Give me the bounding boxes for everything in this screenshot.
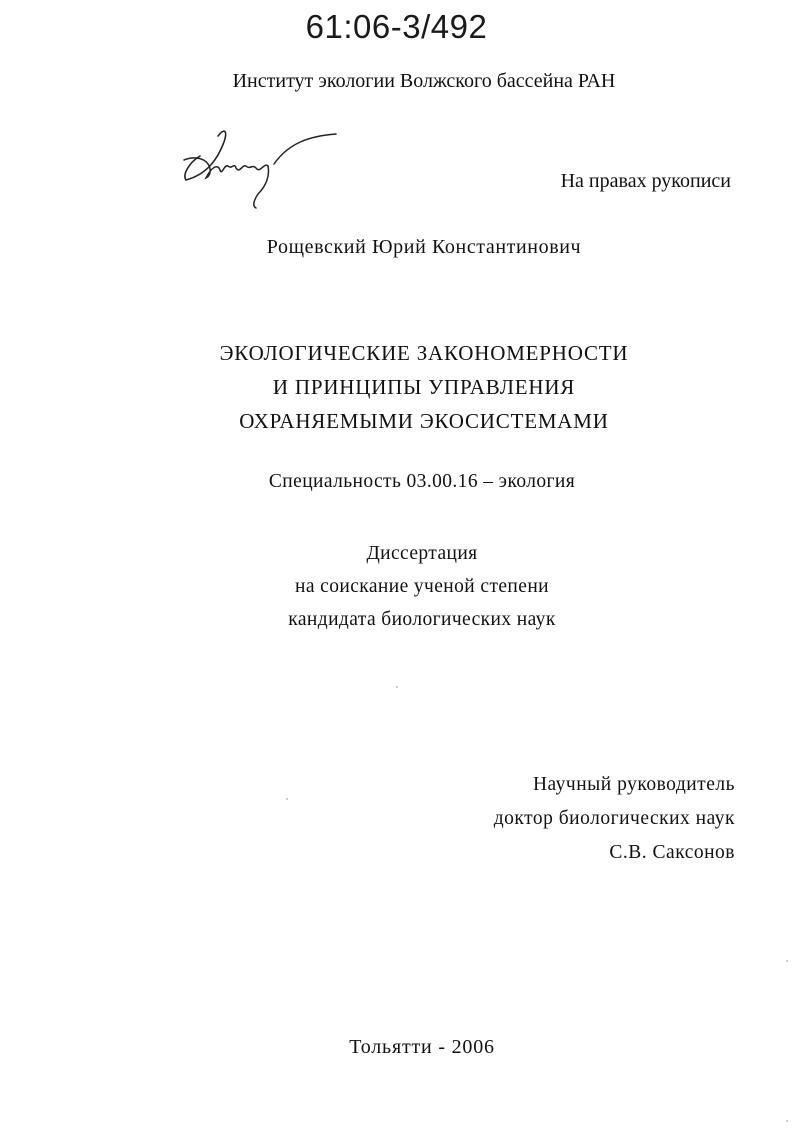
author-name: Рощевский Юрий Константинович [266,236,582,258]
degree-line: Диссертация [366,543,478,564]
degree-line: кандидата биологических наук [288,609,556,630]
scan-speck [396,686,398,688]
supervisor-degree: доктор биологических наук [493,808,735,829]
scan-speck [786,1120,788,1122]
scan-speck [286,798,288,800]
handwritten-signature [178,122,348,212]
institute-name: Институт экологии Волжского бассейна РАН [232,70,616,92]
degree-line: на соискание ученой степени [295,576,549,597]
title-line: И ПРИНЦИПЫ УПРАВЛЕНИЯ [272,375,576,399]
title-line: ЭКОЛОГИЧЕСКИЕ ЗАКОНОМЕРНОСТИ [219,341,629,365]
scan-speck [786,960,788,962]
supervisor-block [494,768,735,870]
specialty: Специальность 03.00.16 – экология [268,471,576,492]
supervisor-name: С.В. Саксонов [609,842,735,863]
document-code: 61:06-3/492 [305,8,488,45]
title-line: ОХРАНЯЕМЫМИ ЭКОСИСТЕМАМИ [239,409,609,433]
manuscript-rights-note: На правах рукописи [560,170,731,192]
dissertation-title [0,336,793,438]
city-year: Тольятти - 2006 [349,1036,495,1058]
degree-statement [0,537,793,636]
supervisor-role: Научный руководитель [532,774,735,795]
